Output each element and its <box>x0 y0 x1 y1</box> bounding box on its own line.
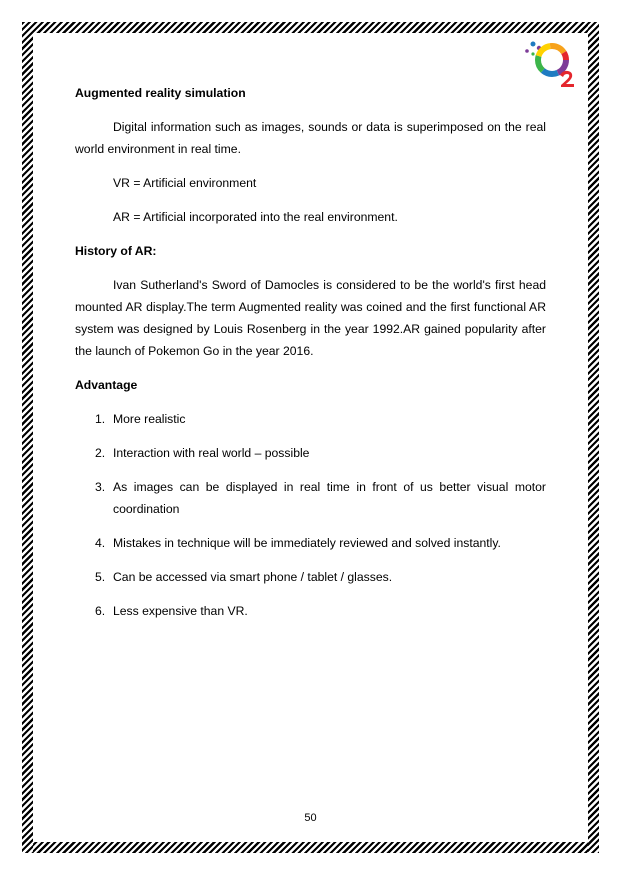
section-heading-ar-simulation: Augmented reality simulation <box>75 86 246 100</box>
list-item-number: 2. <box>95 446 106 460</box>
list-item <box>75 442 546 464</box>
list-item-text: More realistic <box>113 412 186 426</box>
list-item-number: 1. <box>95 412 106 426</box>
list-item-text: Can be accessed via smart phone / tablet / glasses. <box>113 570 393 584</box>
list-item-text: Mistakes in technique will be immediately reviewed and solved instantly. <box>113 536 501 550</box>
list-item <box>75 532 546 554</box>
decorative-border-top <box>22 22 599 33</box>
history-paragraph: Ivan Sutherland's Sword of Damocles is considered to be the world's first head mounted AR display.The term Augmented reality was coined and the first functional AR system was designed by Louis Rosenberg in the year 1992.AR gained popularity after the launch of Pokemon Go in the year 2016. <box>75 278 546 358</box>
list-item-text: Interaction with real world – possible <box>113 446 310 460</box>
list-item <box>75 566 546 588</box>
list-item <box>75 600 546 622</box>
decorative-border-bottom <box>22 842 599 853</box>
decorative-border-left <box>22 22 33 853</box>
section-heading-advantage: Advantage <box>75 378 138 392</box>
section-heading-history: History of AR: <box>75 244 157 258</box>
list-item-number: 6. <box>95 604 106 618</box>
list-item-text: Less expensive than VR. <box>113 604 248 618</box>
advantages-list <box>75 408 546 622</box>
list-item-number: 4. <box>95 536 106 550</box>
ar-simulation-paragraph: Digital information such as images, sounds or data is superimposed on the real world environment in real time. <box>75 120 546 156</box>
ar-definition: AR = Artificial incorporated into the real environment. <box>113 210 398 224</box>
vr-definition: VR = Artificial environment <box>113 176 257 190</box>
list-item <box>75 476 546 520</box>
list-item-number: 3. <box>95 480 106 494</box>
page-content <box>75 82 546 622</box>
o2-logo-icon <box>523 37 579 87</box>
list-item-number: 5. <box>95 570 106 584</box>
list-item-text: As images can be displayed in real time in front of us better visual motor coordination <box>113 480 546 516</box>
decorative-border-right <box>588 22 599 853</box>
list-item <box>75 408 546 430</box>
page-number: 50 <box>304 812 317 824</box>
